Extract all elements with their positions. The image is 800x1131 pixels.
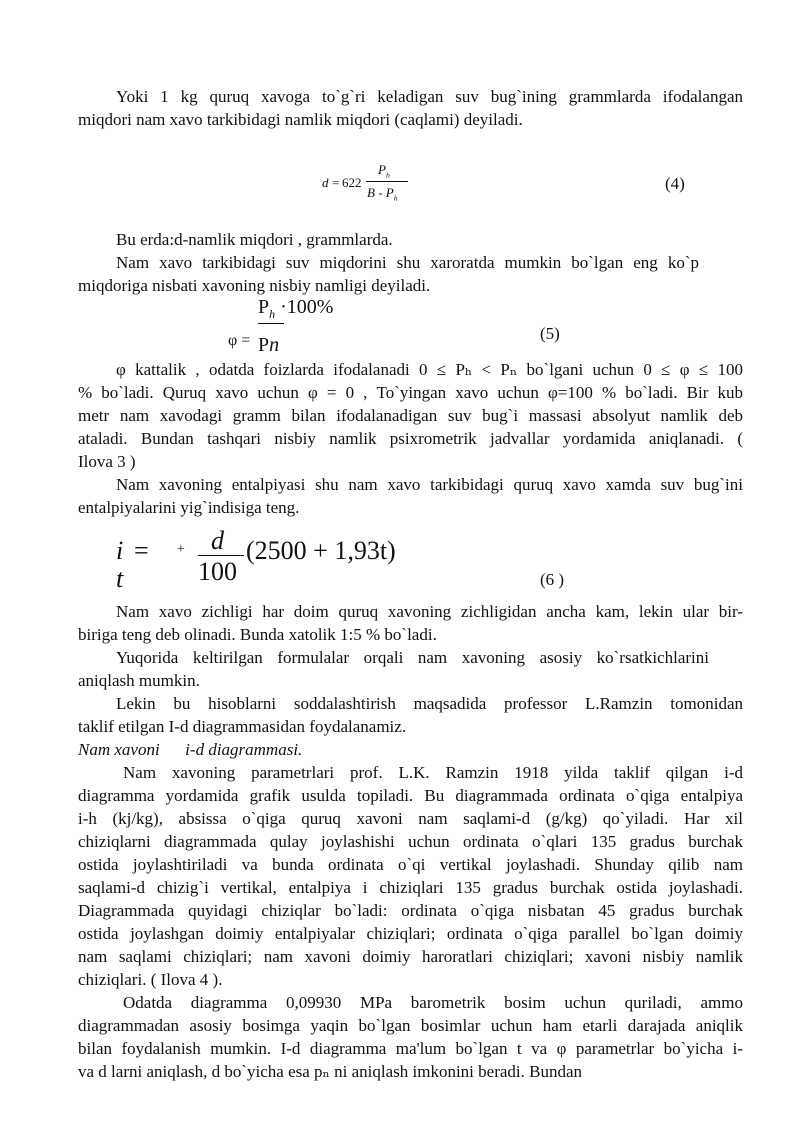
formula-numerator: $P_h$ xyxy=(378,162,390,180)
text-line: ataladi. Bundan tashqari nisbiy namlik psixrometrik jadvallar yordamida aniqlanadi. ( xyxy=(78,429,743,448)
section-heading: Nam xavoni i-d diagrammasi. xyxy=(78,740,303,759)
formula-coefficient: 622 xyxy=(342,175,362,190)
formula-4 xyxy=(322,164,422,206)
text-line: entalpiyalarini yig`indisiga teng. xyxy=(78,498,300,517)
text-line: ostida joylashgan doimiy entalpiyalar chiziqlari; ordinata o`qiga parallel bo`lgan doimiy xyxy=(78,924,743,943)
text-line: Yuqorida keltirilgan formulalar orqali nam xavoning asosiy ko`rsatkichlarini xyxy=(116,648,709,667)
text-line: bilan foydalanish mumkin. I-d diagramma ma'lum bo`lgan t va φ parametrlar bo`yicha i- xyxy=(78,1039,743,1058)
text-line: chiziqlari. ( Ilova 4 ). xyxy=(78,970,223,989)
text-line: aniqlash mumkin. xyxy=(78,671,200,690)
text-line: metr nam xavodagi gramm bilan ifodalanadigan suv bug`i massasi absolyut namlik deb xyxy=(78,406,743,425)
text-line: biriga teng deb olinadi. Bunda xatolik 1:5 % bo`ladi. xyxy=(78,625,437,644)
formula-denominator: B - $P_h$ xyxy=(367,185,398,203)
text-line: Lekin bu hisoblarni soddalashtirish maqsadida professor L.Ramzin tomonidan xyxy=(116,694,743,713)
text-line: miqdoriga nisbati xavoning nisbiy namligi deyiladi. xyxy=(78,276,431,295)
text-line: diagrammadan asosiy bosimga yaqin bo`lgan bosimlar uchun ham etarli darajada aniqlik xyxy=(78,1016,743,1035)
text-line: va d larni aniqlash, d bo`yicha esa pₙ ni aniqlash imkonini beradi. Bundan xyxy=(78,1062,583,1081)
text-line: taklif etilgan I-d diagrammasidan foydalanamiz. xyxy=(78,717,407,736)
text-line: ostida joylashtiriladi va bunda ordinata o`qi vertikal joylashadi. Shunday qilib nam xyxy=(78,855,743,874)
formula-eq: = xyxy=(134,536,149,565)
fraction-bar xyxy=(366,181,408,182)
formula-var-i: i xyxy=(116,536,124,565)
text-line: Nam xavo tarkibidagi suv miqdorini shu xaroratda mumkin bo`lgan eng ko`p xyxy=(116,253,699,272)
text-line: diagramma yordamida grafik usulda topiladi. Bu diagrammada ordinata o`qiga entalpiya xyxy=(78,786,743,805)
text-line: Nam xavoning parametrlari prof. L.K. Ramzin 1918 yilda taklif qilgan i-d xyxy=(123,763,743,782)
formula-numerator: d xyxy=(211,526,224,555)
formula-eq: = xyxy=(332,175,340,190)
text-line: i-h (kj/kg), absissa o`qiga quruq xavoni nam saqlami-d (g/kg) qo`yiladi. Har xil xyxy=(78,809,743,828)
formula-var: d xyxy=(322,175,329,190)
text-line: Odatda diagramma 0,09930 MPa barometrik bosim uchun quriladi, ammo xyxy=(123,993,743,1012)
text-line: saqlami-d chizig`i vertikal, entalpiya i chiziqlari 135 gradus burchak ostida joylashadi. xyxy=(78,878,743,897)
equation-number: (6 ) xyxy=(540,570,565,589)
text-line: Nam xavoning entalpiyasi shu nam xavo tarkibidagi quruq xavo xamda suv bug`ini xyxy=(116,475,743,494)
text-line: nam saqlami chiziqlari; nam xavoni doimiy haroratlari chiziqlari; xavoni nisbiy namlik xyxy=(78,947,743,966)
text-line: Diagrammada quyidagi chiziqlar bo`ladi: ordinata o`qiga nisbatan 45 gradus burchak xyxy=(78,901,743,920)
formula-5 xyxy=(228,296,378,358)
formula-denominator: 100 xyxy=(198,557,237,586)
text-line: Ilova 3 ) xyxy=(78,452,136,471)
text-line: φ kattalik , odatda foizlarda ifodalanadi 0 ≤ Pₕ < Pₙ bo`lgani uchun 0 ≤ φ ≤ 100 xyxy=(116,360,743,379)
fraction-bar xyxy=(258,323,284,324)
formula-var-t: t xyxy=(116,564,124,593)
equation-number: (4) xyxy=(665,174,685,193)
equation-number: (5) xyxy=(540,324,560,343)
formula-parenthesis: (2500 + 1,93t) xyxy=(246,536,396,565)
text-line: Nam xavo zichligi har doim quruq xavoning zichligidan ancha kam, lekin ular bir- xyxy=(116,602,743,621)
text-line: Bu erda:d-namlik miqdori , grammlarda. xyxy=(116,230,393,249)
formula-plus: + xyxy=(176,542,186,557)
text-line: chiziqlarni diagrammada qulay joylashishi uchun ordinata o`qlari 135 gradus burchak xyxy=(78,832,743,851)
formula-denominator: Pn xyxy=(258,334,280,356)
formula-lhs: φ = xyxy=(228,332,251,349)
text-line: Yoki 1 kg quruq xavoga to`g`ri keladigan suv bug`ining grammlarda ifodalangan xyxy=(116,87,743,106)
fraction-bar xyxy=(198,555,244,556)
text-line: % bo`ladi. Quruq xavo uchun φ = 0 , To`yingan xavo uchun φ=100 % bo`ladi. Bir kub xyxy=(78,383,743,402)
text-line: miqdori nam xavo tarkibidagi namlik miqdori (caqlami) deyiladi. xyxy=(78,110,523,129)
formula-6 xyxy=(116,528,436,592)
formula-numerator: $P_h \cdot 100\%$ xyxy=(258,296,334,321)
